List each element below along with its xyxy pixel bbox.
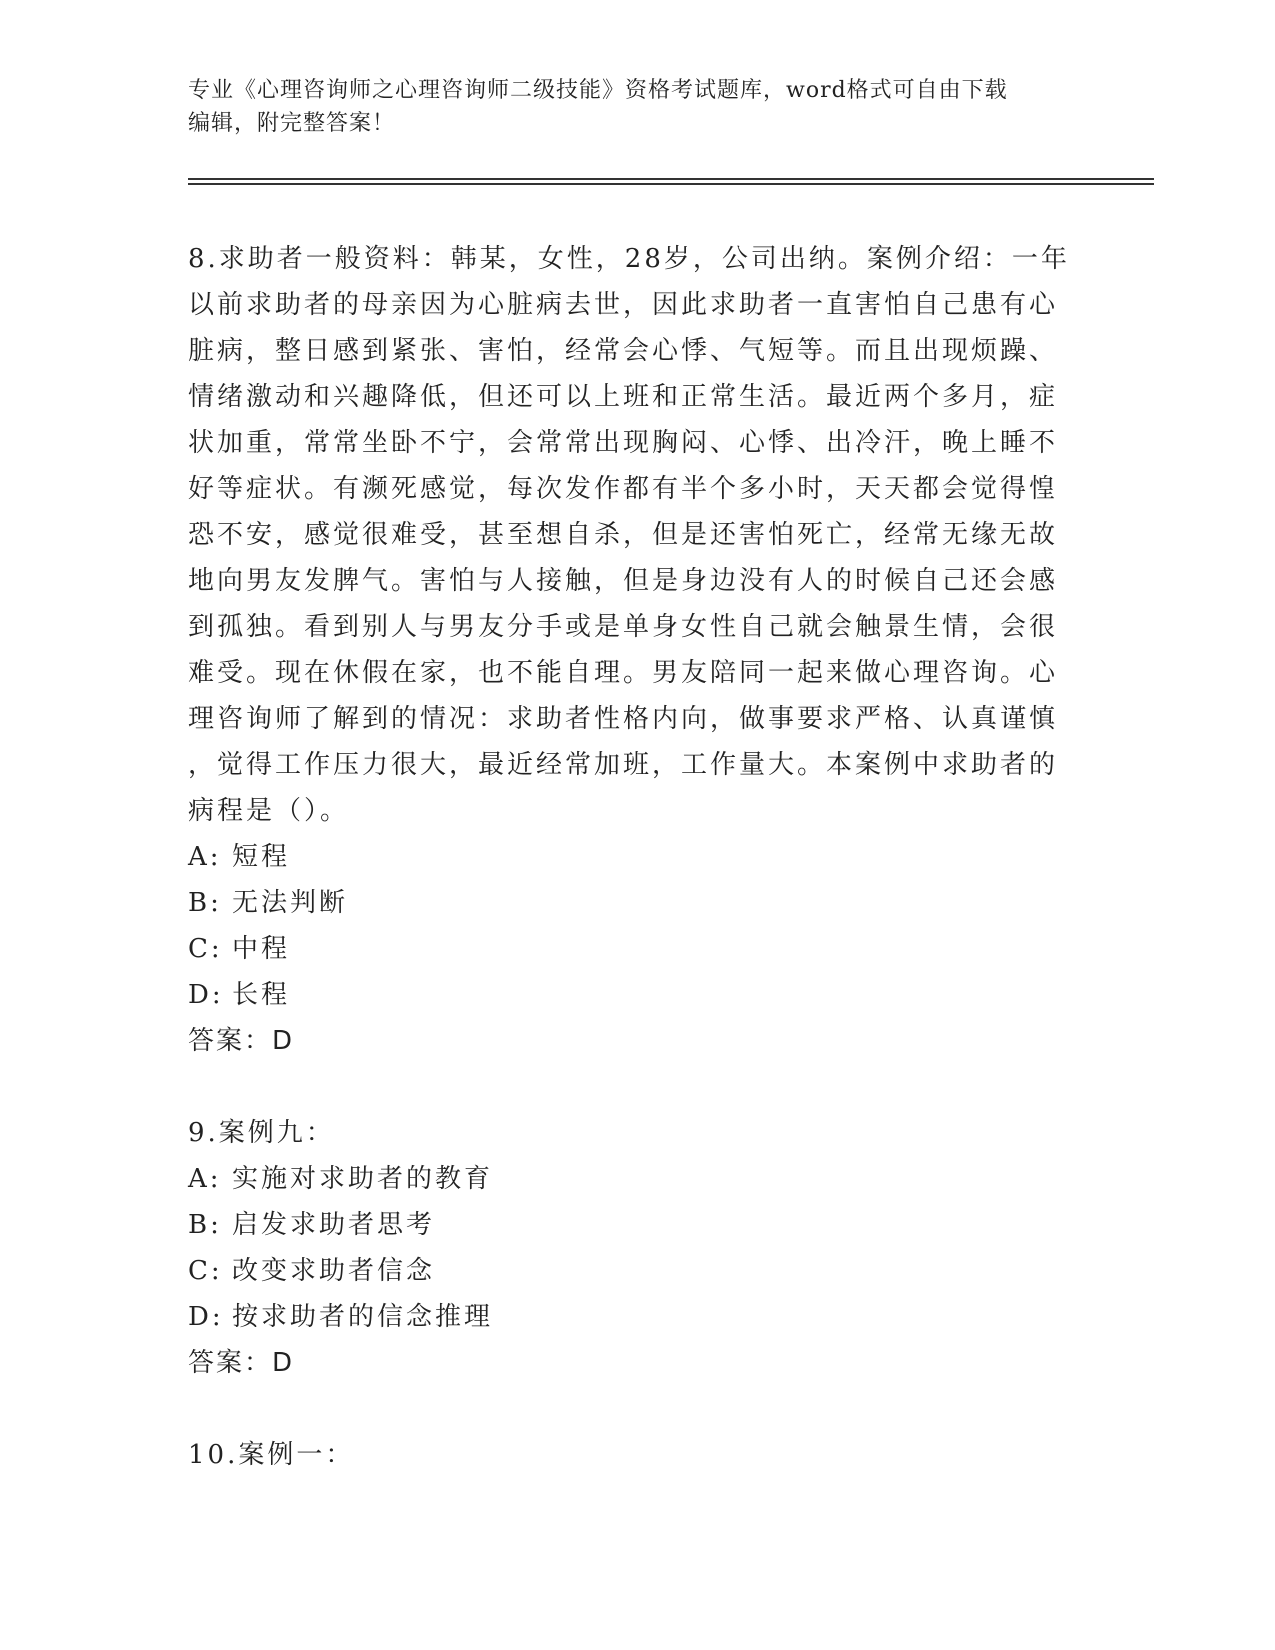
question-8-line-3: 脏病，整日感到紧张、害怕，经常会心悸、气短等。而且出现烦躁、 [188, 336, 1059, 366]
header-divider-bottom [188, 183, 1154, 185]
question-8-option-c [188, 926, 1068, 972]
option-text: 短程 [232, 842, 291, 872]
question-9-stem: 9.案例九： [188, 1118, 335, 1148]
header-line-1: 专业《心理咨询师之心理咨询师二级技能》资格考试题库，word格式可自由下载 [188, 78, 1008, 103]
question-8-answer: 答案：D [188, 1026, 295, 1056]
question-9-answer: 答案：D [188, 1348, 295, 1378]
question-9 [188, 1110, 1068, 1386]
option-label: A: [188, 842, 222, 872]
question-content [188, 236, 1068, 1478]
question-8-option-a [188, 834, 1068, 880]
question-8 [188, 236, 1068, 1064]
option-text: 改变求助者信念 [232, 1256, 436, 1286]
header-line-2: 编辑，附完整答案！ [188, 111, 396, 136]
document-header [188, 74, 1068, 140]
question-8-option-b [188, 880, 1068, 926]
question-9-option-c [188, 1248, 1068, 1294]
option-label: B: [188, 1210, 222, 1240]
question-8-line-1: 8.求助者一般资料：韩某，女性，28岁，公司出纳。案例介绍：一年 [188, 244, 1070, 274]
question-8-line-9: 到孤独。看到别人与男友分手或是单身女性自己就会触景生情，会很 [188, 612, 1059, 642]
option-text: 启发求助者思考 [232, 1210, 436, 1240]
option-label: A: [188, 1164, 222, 1194]
option-label: C: [188, 1256, 223, 1286]
question-9-option-d [188, 1294, 1068, 1340]
question-10-stem: 10.案例一： [188, 1440, 355, 1470]
question-8-line-6: 好等症状。有濒死感觉，每次发作都有半个多小时，天天都会觉得惶 [188, 474, 1059, 504]
option-text: 按求助者的信念推理 [232, 1302, 494, 1332]
question-10 [188, 1432, 1068, 1478]
question-spacer [188, 1064, 1068, 1110]
question-8-line-10: 难受。现在休假在家，也不能自理。男友陪同一起来做心理咨询。心 [188, 658, 1059, 688]
option-text: 实施对求助者的教育 [232, 1164, 494, 1194]
question-spacer [188, 1386, 1068, 1432]
option-label: D: [188, 1302, 224, 1332]
option-text: 长程 [232, 980, 291, 1010]
option-text: 无法判断 [232, 888, 349, 918]
question-8-line-2: 以前求助者的母亲因为心脏病去世，因此求助者一直害怕自己患有心 [188, 290, 1059, 320]
question-8-line-8: 地向男友发脾气。害怕与人接触，但是身边没有人的时候自己还会感 [188, 566, 1059, 596]
option-label: C: [188, 934, 223, 964]
option-text: 中程 [232, 934, 291, 964]
question-8-line-13: 病程是（）。 [188, 796, 350, 826]
option-label: B: [188, 888, 222, 918]
option-label: D: [188, 980, 224, 1010]
header-divider-top [188, 178, 1154, 180]
question-9-option-b [188, 1202, 1068, 1248]
question-8-line-12: ，觉得工作压力很大，最近经常加班，工作量大。本案例中求助者的 [188, 750, 1059, 780]
question-8-line-7: 恐不安，感觉很难受，甚至想自杀，但是还害怕死亡，经常无缘无故 [188, 520, 1059, 550]
question-8-line-4: 情绪激动和兴趣降低，但还可以上班和正常生活。最近两个多月，症 [188, 382, 1059, 412]
question-8-option-d [188, 972, 1068, 1018]
question-8-line-5: 状加重，常常坐卧不宁，会常常出现胸闷、心悸、出冷汗，晚上睡不 [188, 428, 1059, 458]
question-8-line-11: 理咨询师了解到的情况：求助者性格内向，做事要求严格、认真谨慎 [188, 704, 1059, 734]
question-9-option-a [188, 1156, 1068, 1202]
